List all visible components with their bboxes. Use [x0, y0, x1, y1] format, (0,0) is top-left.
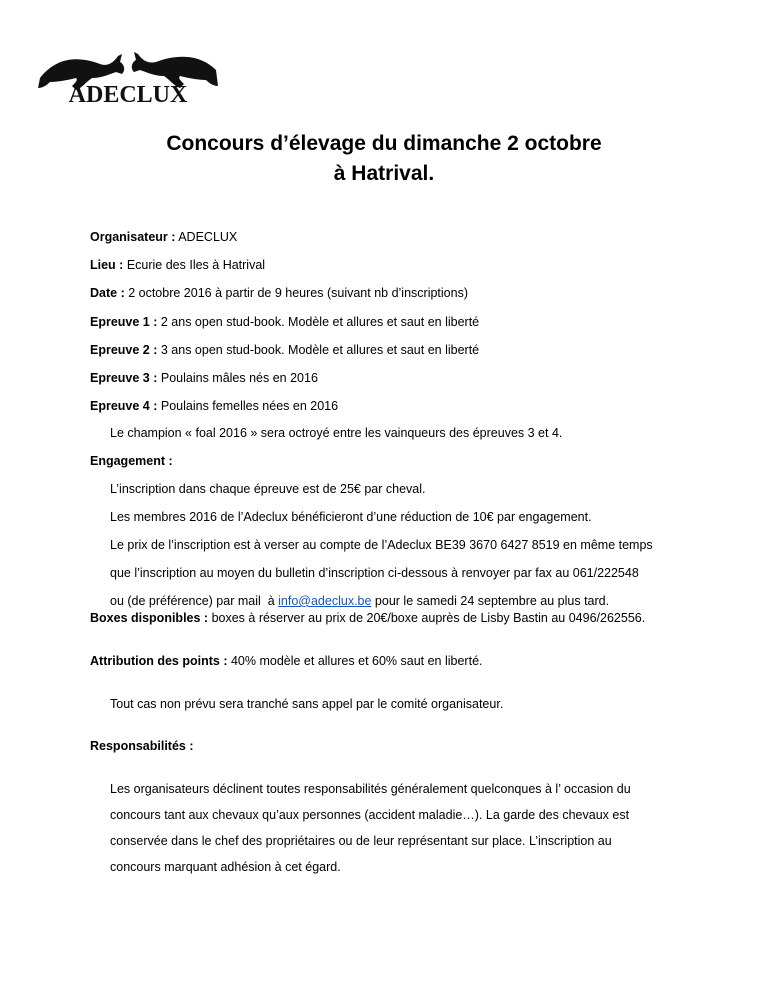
engagement-line: Le prix de l’inscription est à verser au compte de l’Adeclux BE39 3670 6427 8519 en même temps	[110, 538, 653, 552]
field-value: 2 octobre 2016 à partir de 9 heures (suivant nb d’inscriptions)	[124, 286, 468, 300]
responsabilites-line: concours tant aux chevaux qu’aux personnes (accident maladie…). La garde des chevaux est	[110, 808, 630, 822]
boxes-value: boxes à réserver au prix de 20€/boxe auprès de Lisby Bastin au 0496/262556.	[208, 611, 646, 625]
field-label: Lieu :	[90, 258, 124, 272]
champion-note: Le champion « foal 2016 » sera octroyé entre les vainqueurs des épreuves 3 et 4.	[110, 426, 563, 440]
horses-logo-graphic	[38, 48, 218, 106]
engagement-line: Les membres 2016 de l’Adeclux bénéficieront d’une réduction de 10€ par engagement.	[110, 510, 592, 524]
logo-text: ADECLUX	[68, 82, 188, 106]
responsabilites-label: Responsabilités :	[90, 739, 194, 753]
boxes-disponibles	[90, 611, 645, 625]
engagement-line: L’inscription dans chaque épreuve est de 25€ par cheval.	[110, 482, 426, 496]
responsabilites-line: conservée dans le chef des propriétaires ou de leur représentant sur place. L’inscription au	[110, 834, 612, 848]
field-value: Poulains mâles nés en 2016	[157, 371, 318, 385]
field-epreuve-1	[90, 315, 479, 329]
field-label: Organisateur :	[90, 230, 176, 244]
title-line-2: à Hatrival.	[333, 162, 435, 185]
field-value: 2 ans open stud-book. Modèle et allures et saut en liberté	[157, 315, 480, 329]
email-prefix: ou (de préférence) par mail à	[110, 594, 279, 608]
engagement-label: Engagement :	[90, 454, 173, 468]
field-value: 3 ans open stud-book. Modèle et allures et saut en liberté	[157, 343, 480, 357]
adeclux-logo	[38, 48, 218, 106]
attribution-points	[90, 654, 483, 668]
boxes-label: Boxes disponibles :	[90, 611, 209, 625]
field-value: ADECLUX	[175, 230, 238, 244]
unforeseen-note: Tout cas non prévu sera tranché sans appel par le comité organisateur.	[110, 697, 504, 711]
email-suffix: pour le samedi 24 septembre au plus tard.	[371, 594, 610, 608]
engagement-line-email	[110, 594, 609, 608]
responsabilites-line: concours marquant adhésion à cet égard.	[110, 860, 341, 874]
field-label: Epreuve 1 :	[90, 315, 158, 329]
field-epreuve-3	[90, 371, 318, 385]
field-organisateur	[90, 230, 237, 244]
engagement-line: que l’inscription au moyen du bulletin d’inscription ci-dessous à renvoyer par fax au 061/222548	[110, 566, 639, 580]
field-label: Epreuve 3 :	[90, 371, 158, 385]
field-label: Date :	[90, 286, 125, 300]
field-label: Epreuve 2 :	[90, 343, 158, 357]
points-label: Attribution des points :	[90, 654, 228, 668]
field-date	[90, 286, 468, 300]
field-value: Poulains femelles nées en 2016	[157, 399, 339, 413]
field-epreuve-2	[90, 343, 479, 357]
title-line-1: Concours d’élevage du dimanche 2 octobre	[166, 132, 602, 155]
field-label: Epreuve 4 :	[90, 399, 158, 413]
responsabilites-line: Les organisateurs déclinent toutes responsabilités généralement quelconques à l’ occasion du	[110, 782, 631, 796]
page-title	[0, 129, 768, 189]
field-lieu	[90, 258, 265, 272]
field-epreuve-4	[90, 399, 338, 413]
points-value: 40% modèle et allures et 60% saut en liberté.	[227, 654, 483, 668]
email-link[interactable]: info@adeclux.be	[278, 594, 372, 608]
field-value: Ecurie des Iles à Hatrival	[123, 258, 266, 272]
